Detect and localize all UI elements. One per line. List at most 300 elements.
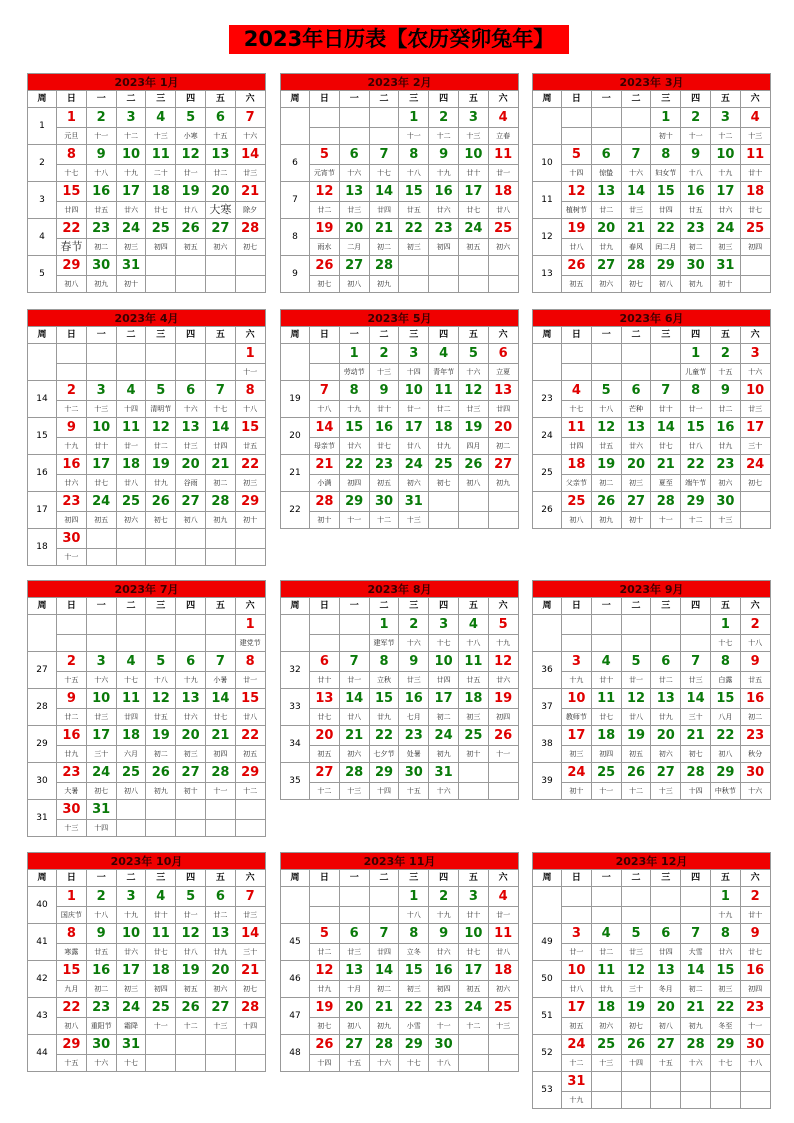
- weekday-header: 三: [651, 598, 681, 615]
- day-cell: [459, 108, 489, 145]
- day-number: 8: [399, 145, 428, 165]
- lunar-label: [622, 364, 651, 380]
- weekday-header: 周: [533, 598, 562, 615]
- lunar-label: 九月: [64, 985, 79, 993]
- day-cell: [429, 455, 459, 492]
- week-row: [281, 689, 519, 726]
- lunar-label: 廿五: [94, 206, 109, 214]
- week-number: 37: [533, 689, 562, 726]
- day-cell: [340, 1035, 370, 1072]
- day-cell: [340, 615, 370, 652]
- lunar-label: 廿六: [123, 948, 138, 956]
- lunar-label: [651, 635, 680, 651]
- day-cell: [399, 418, 429, 455]
- week-number: 40: [28, 887, 57, 924]
- day-number: 23: [741, 998, 770, 1018]
- lunar-label: 廿三: [628, 948, 643, 956]
- day-number: 21: [206, 726, 235, 746]
- day-cell: [206, 652, 236, 689]
- day-cell: [176, 800, 206, 837]
- day-cell: [711, 652, 741, 689]
- day-number: 17: [562, 726, 591, 746]
- lunar-label: 十三: [64, 824, 79, 832]
- day-number: [236, 529, 265, 549]
- day-cell: [87, 145, 117, 182]
- weekday-header: 五: [711, 870, 741, 887]
- lunar-label: 十六: [748, 787, 763, 795]
- lunar-label: [459, 1055, 488, 1071]
- day-number: [562, 108, 591, 128]
- day-number: 23: [399, 726, 428, 746]
- day-cell: [206, 615, 236, 652]
- lunar-label: 初二: [599, 479, 614, 487]
- month-title: 2023年 5月: [281, 310, 519, 327]
- week-number: 43: [28, 998, 57, 1035]
- lunar-label: 初二: [213, 479, 228, 487]
- lunar-label: 初六: [496, 985, 511, 993]
- day-cell: [370, 998, 400, 1035]
- week-number: 27: [28, 652, 57, 689]
- lunar-label: 初二: [688, 243, 703, 251]
- day-number: [370, 887, 399, 907]
- lunar-label: 初二: [748, 713, 763, 721]
- day-number: 6: [651, 652, 680, 672]
- lunar-label: [562, 364, 591, 380]
- day-cell: [459, 615, 489, 652]
- day-cell: [236, 652, 266, 689]
- month-table: [280, 73, 519, 293]
- lunar-label: 初十: [123, 280, 138, 288]
- month-table: [280, 309, 519, 529]
- day-number: 1: [651, 108, 680, 128]
- day-cell: [206, 108, 236, 145]
- lunar-label: [146, 276, 175, 292]
- day-number: 22: [236, 455, 265, 475]
- lunar-label: [489, 1055, 518, 1071]
- day-number: 16: [741, 961, 770, 981]
- lunar-label: 十九: [436, 169, 451, 177]
- lunar-label: 初二: [376, 985, 391, 993]
- day-cell: [236, 381, 266, 418]
- lunar-label: 十三: [347, 787, 362, 795]
- day-cell: [57, 1035, 87, 1072]
- lunar-label: [87, 549, 116, 565]
- day-cell: [57, 961, 87, 998]
- day-number: 13: [176, 689, 205, 709]
- day-cell: [711, 344, 741, 381]
- day-cell: [399, 108, 429, 145]
- day-number: 6: [622, 381, 651, 401]
- lunar-label: 十九: [718, 911, 733, 919]
- lunar-label: 立秋: [376, 676, 391, 684]
- day-number: 19: [176, 182, 205, 202]
- week-number: 11: [533, 182, 562, 219]
- day-cell: [681, 381, 711, 418]
- day-cell: [310, 961, 340, 998]
- day-cell: [87, 256, 117, 293]
- lunar-label: 十一: [243, 368, 258, 376]
- day-number: 13: [651, 961, 680, 981]
- day-cell: [236, 800, 266, 837]
- day-cell: [399, 1035, 429, 1072]
- weekday-header: 二: [622, 327, 652, 344]
- lunar-label: [340, 907, 369, 923]
- day-cell: [651, 455, 681, 492]
- day-number: 2: [711, 344, 740, 364]
- week-row: [28, 615, 266, 652]
- lunar-label: 十三: [658, 787, 673, 795]
- lunar-label: 初六: [406, 479, 421, 487]
- week-row: [28, 381, 266, 418]
- lunar-label: 廿三: [94, 713, 109, 721]
- day-cell: [711, 961, 741, 998]
- day-cell: [622, 961, 652, 998]
- day-cell: [741, 763, 771, 800]
- day-number: [206, 529, 235, 549]
- lunar-label: 廿八: [628, 713, 643, 721]
- day-number: 16: [399, 689, 428, 709]
- day-number: 14: [651, 418, 680, 438]
- day-cell: [370, 763, 400, 800]
- lunar-label: 廿八: [569, 985, 584, 993]
- day-number: [176, 256, 205, 276]
- day-cell: [146, 652, 176, 689]
- week-number: 46: [281, 961, 310, 998]
- lunar-label: 十八: [748, 1059, 763, 1067]
- day-cell: [57, 381, 87, 418]
- weekday-header: 六: [236, 870, 266, 887]
- day-cell: [562, 182, 592, 219]
- lunar-label: 初五: [94, 516, 109, 524]
- month-title: 2023年 2月: [281, 74, 519, 91]
- day-number: [459, 763, 488, 783]
- day-cell: [681, 418, 711, 455]
- lunar-label: 十八: [153, 676, 168, 684]
- day-number: 8: [340, 381, 369, 401]
- lunar-label: 廿六: [718, 206, 733, 214]
- day-number: 9: [711, 381, 740, 401]
- lunar-label: 廿二: [64, 713, 79, 721]
- day-number: 29: [57, 1035, 86, 1055]
- lunar-label: 十二: [436, 132, 451, 140]
- lunar-label: 初三: [718, 985, 733, 993]
- day-cell: [429, 145, 459, 182]
- day-cell: [87, 344, 117, 381]
- lunar-label: [176, 820, 205, 836]
- day-cell: [711, 1035, 741, 1072]
- lunar-label: 十九: [347, 405, 362, 413]
- day-number: 29: [711, 1035, 740, 1055]
- day-number: [146, 256, 175, 276]
- day-number: 4: [117, 381, 146, 401]
- lunar-label: 十三: [94, 405, 109, 413]
- day-cell: [592, 924, 622, 961]
- lunar-label: 初九: [376, 1022, 391, 1030]
- day-number: 14: [310, 418, 339, 438]
- day-cell: [57, 219, 87, 256]
- day-number: 19: [146, 726, 175, 746]
- day-cell: [236, 998, 266, 1035]
- day-number: 14: [681, 689, 710, 709]
- lunar-label: 廿九: [718, 442, 733, 450]
- lunar-label: 十二: [569, 1059, 584, 1067]
- day-number: 12: [146, 418, 175, 438]
- week-row: [28, 455, 266, 492]
- day-cell: [711, 998, 741, 1035]
- day-cell: [459, 418, 489, 455]
- day-number: 17: [459, 182, 488, 202]
- day-cell: [592, 763, 622, 800]
- day-cell: [146, 615, 176, 652]
- day-number: 16: [429, 961, 458, 981]
- day-cell: [117, 381, 147, 418]
- day-number: 26: [622, 1035, 651, 1055]
- day-cell: [429, 763, 459, 800]
- day-cell: [399, 887, 429, 924]
- day-number: 23: [429, 219, 458, 239]
- day-number: 14: [370, 961, 399, 981]
- day-number: 17: [711, 182, 740, 202]
- day-number: 26: [562, 256, 591, 276]
- lunar-label: 廿一: [347, 676, 362, 684]
- day-number: 16: [57, 726, 86, 746]
- day-number: 11: [489, 145, 518, 165]
- day-cell: [370, 1035, 400, 1072]
- weekday-header: 一: [87, 870, 117, 887]
- week-row: [281, 998, 519, 1035]
- lunar-label: 初二: [153, 750, 168, 758]
- day-number: 20: [651, 726, 680, 746]
- lunar-label: 雨水: [317, 243, 332, 251]
- lunar-label: 初七: [243, 243, 258, 251]
- lunar-label: 廿三: [688, 676, 703, 684]
- lunar-label: 十一: [599, 787, 614, 795]
- day-number: 1: [711, 615, 740, 635]
- weekday-header: 周: [533, 327, 562, 344]
- lunar-label: 初六: [347, 750, 362, 758]
- day-cell: [622, 763, 652, 800]
- day-cell: [489, 492, 519, 529]
- day-number: 21: [370, 998, 399, 1018]
- day-cell: [236, 418, 266, 455]
- lunar-label: 三十: [748, 442, 763, 450]
- lunar-label: [681, 907, 710, 923]
- weekday-header: 一: [340, 870, 370, 887]
- lunar-label: [340, 635, 369, 651]
- lunar-label: 十六: [688, 1059, 703, 1067]
- day-cell: [429, 344, 459, 381]
- day-cell: [236, 887, 266, 924]
- week-row: [533, 689, 771, 726]
- day-cell: [592, 726, 622, 763]
- day-number: 6: [592, 145, 621, 165]
- day-cell: [622, 256, 652, 293]
- day-number: 25: [489, 219, 518, 239]
- day-number: 26: [489, 726, 518, 746]
- day-cell: [681, 763, 711, 800]
- day-cell: [459, 492, 489, 529]
- week-number: 13: [533, 256, 562, 293]
- weekday-header-row: [28, 598, 266, 615]
- day-number: 25: [562, 492, 591, 512]
- day-cell: [562, 763, 592, 800]
- day-cell: [340, 961, 370, 998]
- weekday-header: 二: [117, 598, 147, 615]
- lunar-label: 廿一: [183, 169, 198, 177]
- weekday-header: 日: [562, 327, 592, 344]
- lunar-label: 白露: [718, 676, 733, 684]
- day-number: 8: [236, 381, 265, 401]
- weekday-header: 六: [489, 598, 519, 615]
- day-number: 4: [489, 887, 518, 907]
- day-cell: [741, 344, 771, 381]
- weekday-header: 一: [340, 598, 370, 615]
- day-cell: [146, 800, 176, 837]
- weekday-header: 三: [651, 327, 681, 344]
- month-title: 2023年 6月: [533, 310, 771, 327]
- day-cell: [117, 182, 147, 219]
- day-cell: [206, 219, 236, 256]
- week-number: 29: [28, 726, 57, 763]
- day-number: [741, 1072, 770, 1092]
- day-cell: [562, 1072, 592, 1109]
- day-cell: [310, 1035, 340, 1072]
- day-number: 19: [459, 418, 488, 438]
- lunar-label: 廿六: [718, 948, 733, 956]
- day-number: 31: [87, 800, 116, 820]
- lunar-label: 立夏: [496, 368, 511, 376]
- day-cell: [206, 763, 236, 800]
- day-number: 7: [206, 381, 235, 401]
- day-number: 6: [310, 652, 339, 672]
- day-cell: [57, 800, 87, 837]
- day-cell: [459, 455, 489, 492]
- weekday-header: 四: [176, 91, 206, 108]
- day-cell: [310, 108, 340, 145]
- day-number: 14: [340, 689, 369, 709]
- day-cell: [459, 998, 489, 1035]
- day-number: 11: [459, 652, 488, 672]
- lunar-label: 十七: [569, 405, 584, 413]
- day-number: [459, 256, 488, 276]
- lunar-label: 元宵节: [313, 169, 335, 177]
- day-number: 5: [459, 344, 488, 364]
- weekday-header: 周: [533, 91, 562, 108]
- lunar-label: 廿八: [406, 442, 421, 450]
- month-title: 2023年 7月: [28, 581, 266, 598]
- week-row: [533, 492, 771, 529]
- lunar-label: 十九: [569, 1096, 584, 1104]
- lunar-label: 劳动节: [343, 368, 365, 376]
- lunar-label: 十九: [436, 911, 451, 919]
- lunar-label: [310, 128, 339, 144]
- day-number: [711, 1072, 740, 1092]
- day-number: 28: [681, 763, 710, 783]
- day-number: 17: [117, 182, 146, 202]
- week-row: [281, 108, 519, 145]
- day-cell: [399, 256, 429, 293]
- day-number: 25: [429, 455, 458, 475]
- day-cell: [592, 108, 622, 145]
- day-number: [87, 615, 116, 635]
- day-number: 27: [206, 219, 235, 239]
- weekday-header: 四: [429, 327, 459, 344]
- week-number: 4: [28, 219, 57, 256]
- day-number: 6: [176, 381, 205, 401]
- lunar-label: 初九: [376, 280, 391, 288]
- week-row: [281, 256, 519, 293]
- day-number: 25: [741, 219, 770, 239]
- lunar-label: 廿九: [376, 713, 391, 721]
- week-row: [281, 652, 519, 689]
- day-number: [399, 256, 428, 276]
- day-number: [622, 615, 651, 635]
- day-cell: [340, 998, 370, 1035]
- lunar-label: 中秋节: [714, 787, 736, 795]
- day-cell: [711, 726, 741, 763]
- day-cell: [489, 108, 519, 145]
- page-title: 2023年日历表【农历癸卯兔年】: [229, 25, 569, 54]
- week-number: 44: [28, 1035, 57, 1072]
- day-cell: [340, 256, 370, 293]
- weekday-header: 三: [399, 91, 429, 108]
- day-number: 10: [562, 961, 591, 981]
- day-cell: [651, 182, 681, 219]
- day-cell: [146, 529, 176, 566]
- week-row: [281, 492, 519, 529]
- day-number: 12: [176, 924, 205, 944]
- lunar-label: [622, 1092, 651, 1108]
- day-number: 31: [399, 492, 428, 512]
- lunar-label: 十九: [64, 442, 79, 450]
- lunar-label: 廿十: [466, 169, 481, 177]
- weekday-header: 五: [711, 327, 741, 344]
- day-number: 24: [117, 219, 146, 239]
- day-cell: [146, 381, 176, 418]
- day-number: 15: [399, 961, 428, 981]
- lunar-label: 十四: [317, 1059, 332, 1067]
- day-number: 13: [176, 418, 205, 438]
- day-number: 12: [592, 418, 621, 438]
- day-cell: [489, 256, 519, 293]
- lunar-label: 廿一: [123, 442, 138, 450]
- day-number: 23: [57, 763, 86, 783]
- day-cell: [651, 998, 681, 1035]
- day-cell: [592, 256, 622, 293]
- lunar-label: 初五: [466, 985, 481, 993]
- day-cell: [87, 1035, 117, 1072]
- week-number: [28, 615, 57, 652]
- day-cell: [370, 615, 400, 652]
- day-number: 31: [562, 1072, 591, 1092]
- day-number: 2: [429, 108, 458, 128]
- lunar-label: 十八: [599, 405, 614, 413]
- day-cell: [651, 924, 681, 961]
- day-cell: [741, 418, 771, 455]
- lunar-label: 廿九: [599, 985, 614, 993]
- day-number: 13: [622, 418, 651, 438]
- day-cell: [741, 492, 771, 529]
- day-number: 8: [370, 652, 399, 672]
- day-number: 31: [117, 1035, 146, 1055]
- day-cell: [87, 887, 117, 924]
- day-cell: [340, 689, 370, 726]
- weekday-header: 四: [429, 870, 459, 887]
- day-number: 20: [651, 998, 680, 1018]
- day-cell: [399, 924, 429, 961]
- day-cell: [236, 256, 266, 293]
- lunar-label: 十四: [406, 368, 421, 376]
